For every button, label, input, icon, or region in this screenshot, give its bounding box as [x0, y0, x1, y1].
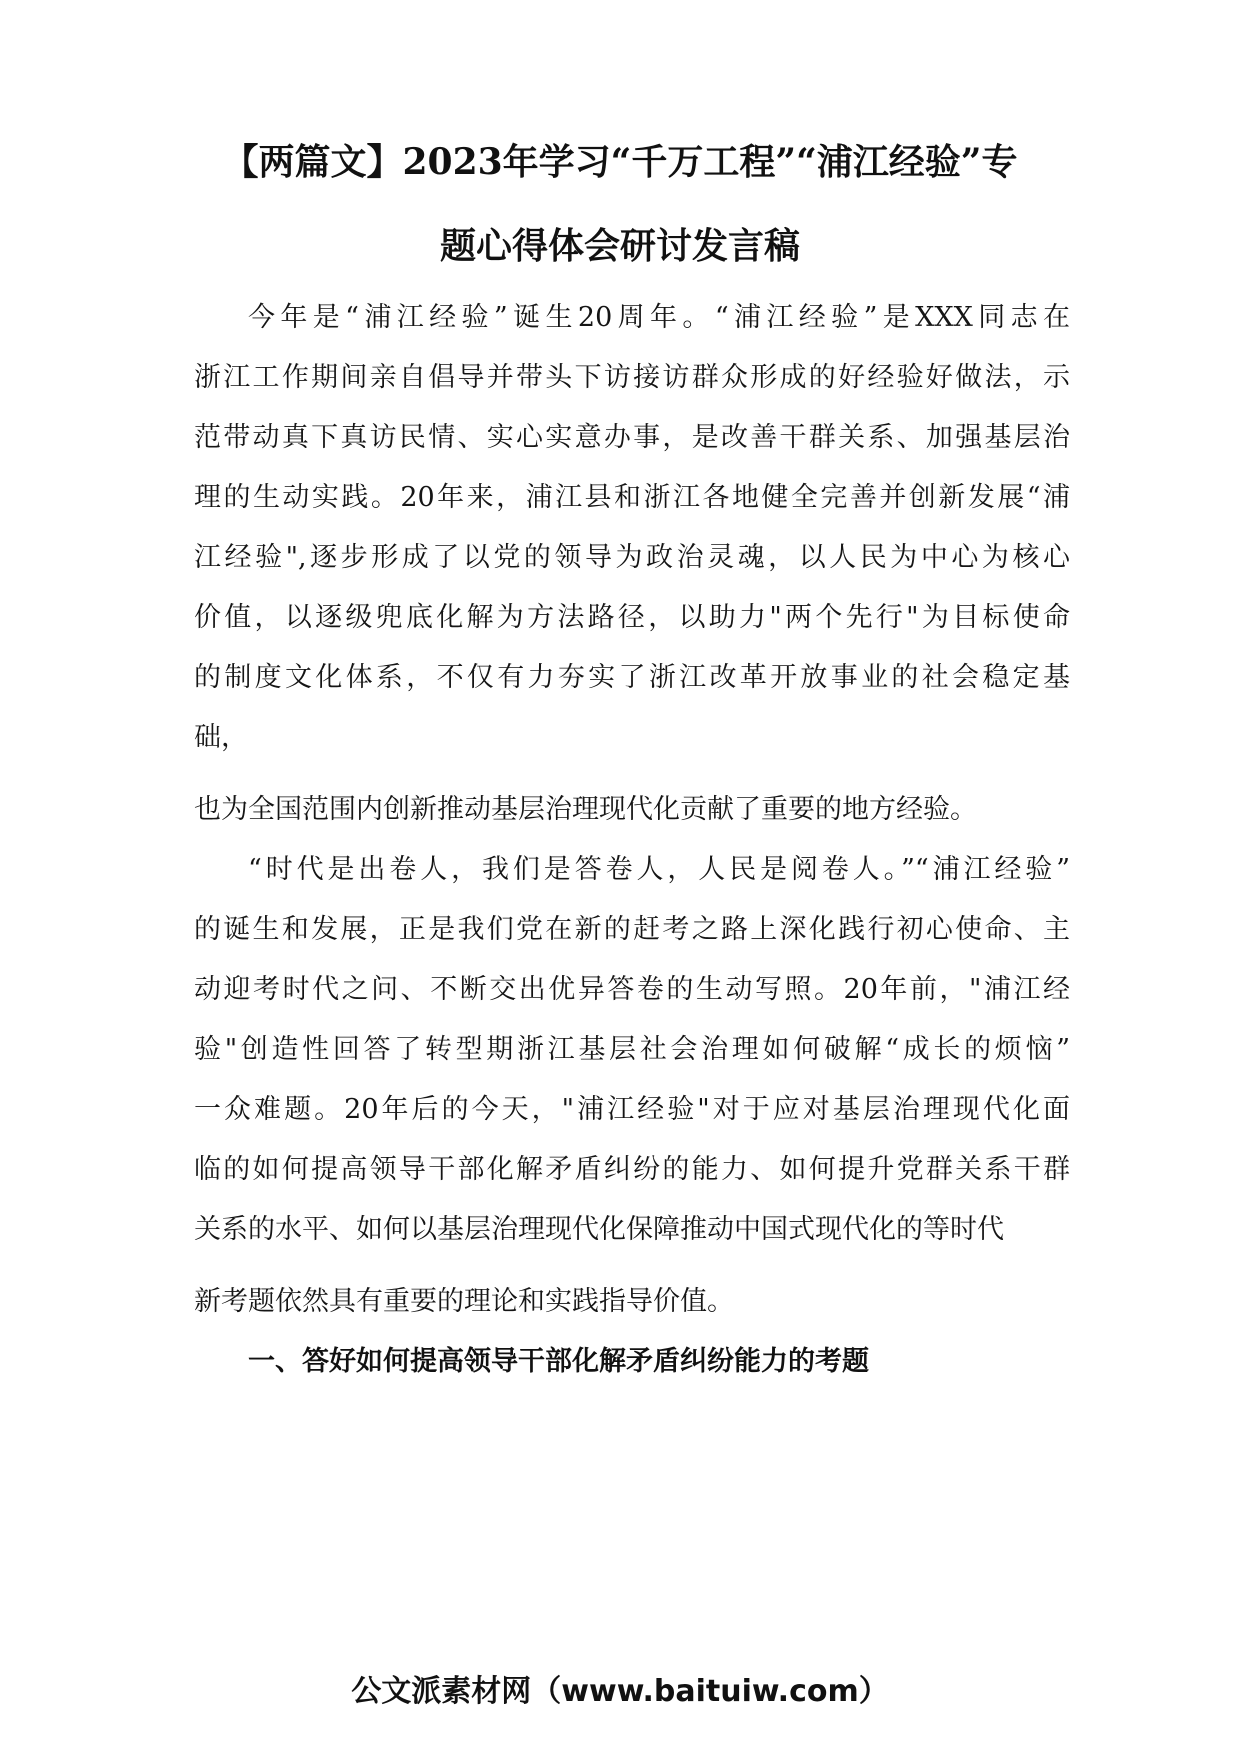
- paragraph-line: 范带动真下真访民情、实心实意办事，是改善干群关系、加强基层治: [194, 422, 1070, 453]
- paragraph-line: “时代是出卷人，我们是答卷人，人民是阅卷人。”“浦江经验”: [248, 854, 1070, 885]
- paragraph-line: 一众难题。20年后的今天，"浦江经验"对于应对基层治理现代化面: [194, 1094, 1070, 1125]
- paragraph-line: 江经验",逐步形成了以党的领导为政治灵魂，以人民为中心为核心: [194, 542, 1070, 573]
- document-title-line-2: 题心得体会研讨发言稿: [439, 225, 800, 267]
- paragraph-line: 今年是“浦江经验”诞生20周年。“浦江经验”是XXX同志在: [248, 302, 1070, 333]
- paragraph-line: 临的如何提高领导干部化解矛盾纠纷的能力、如何提升党群关系干群: [194, 1154, 1070, 1185]
- paragraph-line: 理的生动实践。20年来，浦江县和浙江各地健全完善并创新发展“浦: [194, 482, 1070, 513]
- document-title-line-1: 【两篇文】2023年学习“千万工程”“浦江经验”专: [222, 141, 1018, 183]
- paragraph-line: 的制度文化体系，不仅有力夯实了浙江改革开放事业的社会稳定基: [194, 662, 1070, 693]
- section-heading: 一、答好如何提高领导干部化解矛盾纠纷能力的考题: [248, 1346, 869, 1377]
- paragraph-line: 关系的水平、如何以基层治理现代化保障推动中国式现代化的等时代: [194, 1214, 1004, 1245]
- paragraph-line: 也为全国范围内创新推动基层治理现代化贡献了重要的地方经验。: [194, 794, 977, 825]
- paragraph-line: 浙江工作期间亲自倡导并带头下访接访群众形成的好经验好做法，示: [194, 362, 1070, 393]
- paragraph-line: 础，: [194, 722, 248, 753]
- paragraph-line: 验"创造性回答了转型期浙江基层社会治理如何破解“成长的烦恼”: [194, 1034, 1070, 1065]
- paragraph-line: 新考题依然具有重要的理论和实践指导价值。: [194, 1286, 734, 1317]
- paragraph-line: 动迎考时代之问、不断交出优异答卷的生动写照。20年前，"浦江经: [194, 974, 1070, 1005]
- footer-watermark: 公文派素材网（www.baituiw.com）: [351, 1674, 889, 1709]
- paragraph-line: 的诞生和发展，正是我们党在新的赶考之路上深化践行初心使命、主: [194, 914, 1070, 945]
- paragraph-line: 价值，以逐级兜底化解为方法路径，以助力"两个先行"为目标使命: [194, 602, 1070, 633]
